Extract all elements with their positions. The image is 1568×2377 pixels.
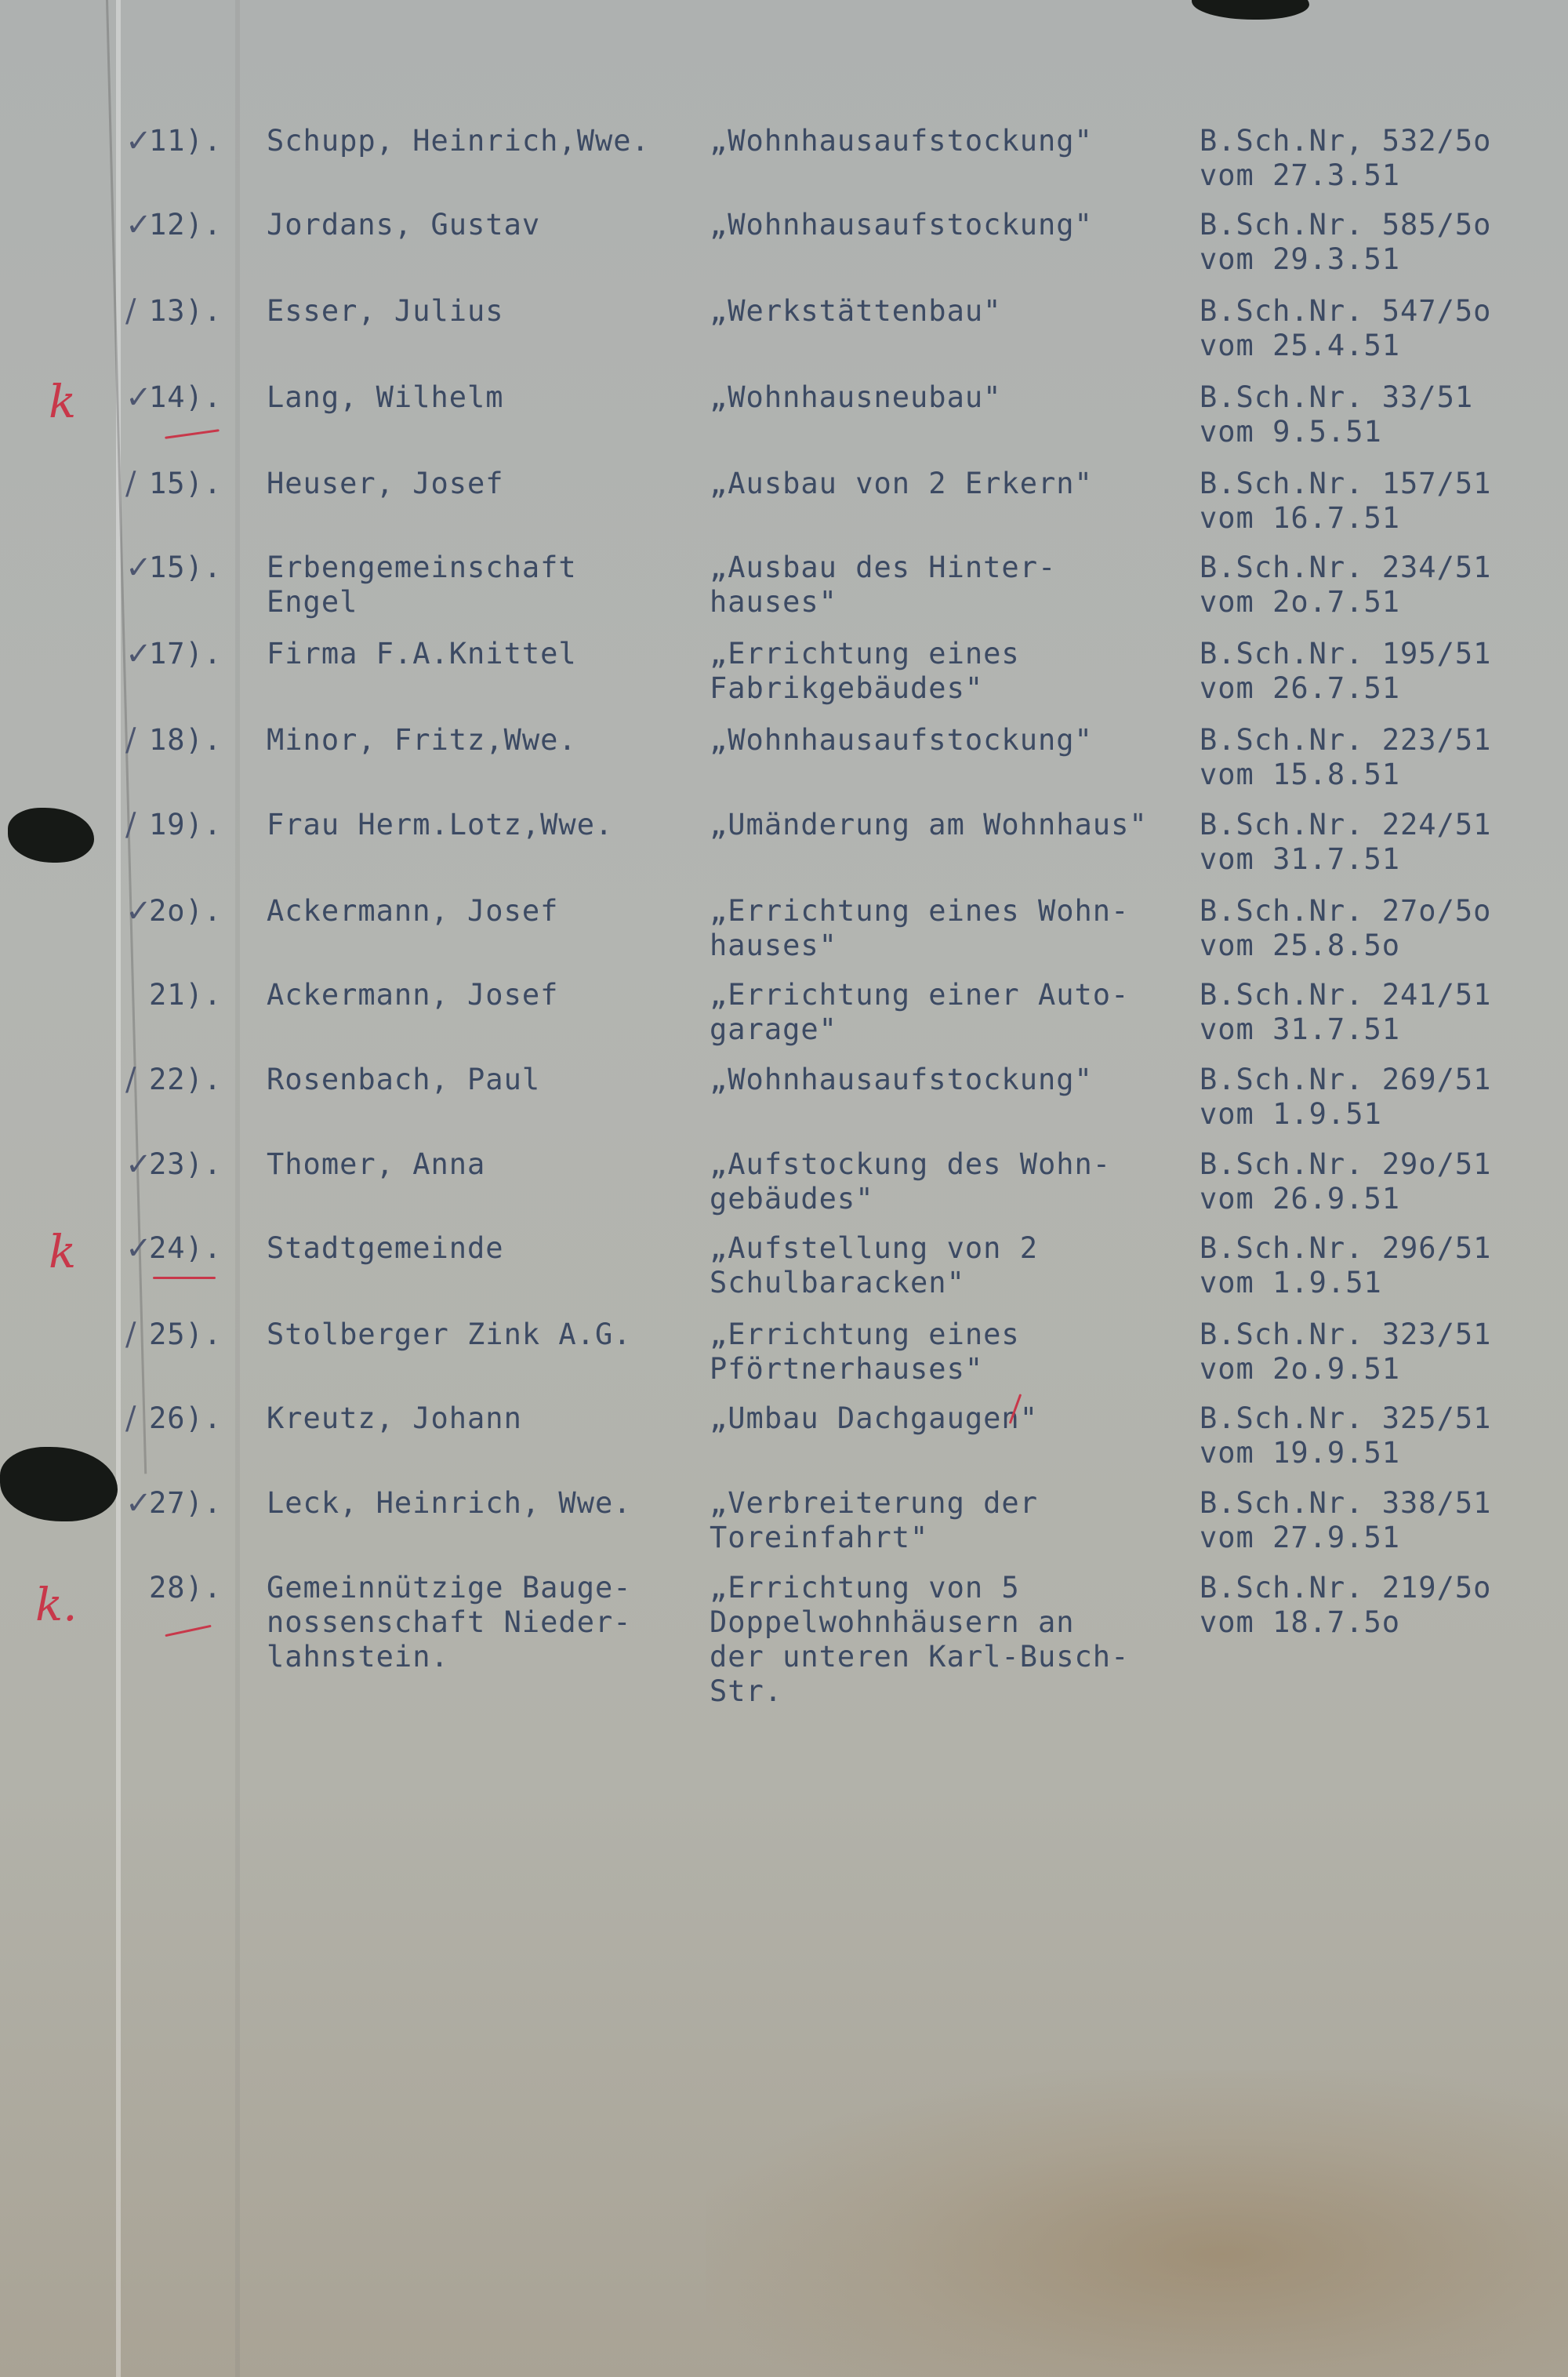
permit-entry	[0, 808, 1568, 886]
entry-number: 23).	[149, 1147, 223, 1181]
permit-reference: B.Sch.Nr. 224/51 vom 31.7.51	[1200, 808, 1492, 876]
check-mark: ✓	[125, 550, 153, 586]
red-underline	[153, 1277, 216, 1279]
project-description: „Wohnhausaufstockung"	[710, 723, 1093, 757]
check-mark: ✓	[125, 207, 153, 243]
permit-reference: B.Sch.Nr. 325/51 vom 19.9.51	[1200, 1401, 1492, 1470]
permit-reference: B.Sch.Nr. 241/51 vom 31.7.51	[1200, 978, 1492, 1046]
project-description: „Wohnhausneubau"	[710, 380, 1002, 414]
entry-number: 26).	[149, 1401, 223, 1435]
entry-number: 2o).	[149, 894, 223, 928]
check-mark: ✓	[125, 893, 153, 929]
applicant-name: Esser, Julius	[267, 294, 504, 328]
entry-number: 19).	[149, 808, 223, 841]
check-mark: /	[125, 1062, 137, 1098]
entry-number: 21).	[149, 978, 223, 1012]
permit-entry	[0, 551, 1568, 629]
applicant-name: Jordans, Gustav	[267, 208, 541, 242]
entry-number: 12).	[149, 208, 223, 242]
permit-entry	[0, 1401, 1568, 1480]
entry-number: 25).	[149, 1318, 223, 1351]
entry-number: 15).	[149, 551, 223, 584]
applicant-name: Stadtgemeinde	[267, 1231, 504, 1265]
red-pencil-mark: k	[49, 1225, 77, 1278]
permit-reference: B.Sch.Nr. 547/5o vom 25.4.51	[1200, 294, 1492, 362]
permit-reference: B.Sch.Nr. 33/51 vom 9.5.51	[1200, 380, 1474, 449]
red-pencil-mark: k.	[35, 1578, 78, 1631]
permit-entry	[0, 208, 1568, 286]
check-mark: /	[125, 1317, 137, 1353]
project-description: „Errichtung eines Wohn- hauses"	[710, 894, 1130, 962]
permit-entry	[0, 124, 1568, 202]
permit-reference: B.Sch.Nr. 338/51 vom 27.9.51	[1200, 1486, 1492, 1554]
project-description: „Werkstättenbau"	[710, 294, 1002, 328]
project-description: „Umbau Dachgaugen"	[710, 1401, 1038, 1435]
permit-reference: B.Sch.Nr. 27o/5o vom 25.8.5o	[1200, 894, 1492, 962]
permit-entry	[0, 1571, 1568, 1708]
applicant-name: Ackermann, Josef	[267, 978, 559, 1012]
permit-entry	[0, 723, 1568, 801]
entry-number: 18).	[149, 723, 223, 757]
project-description: „Umänderung am Wohnhaus"	[710, 808, 1148, 841]
project-description: „Wohnhausaufstockung"	[710, 208, 1093, 242]
permit-reference: B.Sch.Nr. 195/51 vom 26.7.51	[1200, 637, 1492, 705]
project-description: „Errichtung eines Pförtnerhauses"	[710, 1318, 1020, 1386]
permit-reference: B.Sch.Nr. 29o/51 vom 26.9.51	[1200, 1147, 1492, 1216]
applicant-name: Stolberger Zink A.G.	[267, 1318, 632, 1351]
entry-number: 17).	[149, 637, 223, 671]
applicant-name: Heuser, Josef	[267, 467, 504, 500]
permit-entry	[0, 1318, 1568, 1396]
project-description: „Wohnhausaufstockung"	[710, 1063, 1093, 1096]
water-stain	[706, 2070, 1568, 2377]
permit-entry	[0, 467, 1568, 545]
applicant-name: Gemeinnützige Bauge- nossenschaft Nieder- lahnstein.	[267, 1571, 632, 1674]
project-description: „Aufstockung des Wohn- gebäudes"	[710, 1147, 1112, 1216]
check-mark: /	[125, 807, 137, 843]
permit-entry	[0, 637, 1568, 715]
permit-entry	[0, 1231, 1568, 1310]
permit-reference: B.Sch.Nr. 219/5o vom 18.7.5o	[1200, 1571, 1492, 1639]
project-description: „Errichtung von 5 Doppelwohnhäusern an der unteren Karl-Busch-Str.	[710, 1571, 1130, 1708]
permit-entry	[0, 1147, 1568, 1226]
entry-number: 24).	[149, 1231, 223, 1265]
applicant-name: Leck, Heinrich, Wwe.	[267, 1486, 632, 1520]
permit-reference: B.Sch.Nr. 223/51 vom 15.8.51	[1200, 723, 1492, 791]
check-mark: ✓	[125, 1230, 153, 1267]
entry-number: 11).	[149, 124, 223, 158]
project-description: „Errichtung eines Fabrikgebäudes"	[710, 637, 1020, 705]
entry-number: 27).	[149, 1486, 223, 1520]
permit-entry	[0, 894, 1568, 972]
permit-reference: B.Sch.Nr, 532/5o vom 27.3.51	[1200, 124, 1492, 192]
applicant-name: Kreutz, Johann	[267, 1401, 522, 1435]
permit-entry	[0, 1063, 1568, 1141]
permit-reference: B.Sch.Nr. 323/51 vom 2o.9.51	[1200, 1318, 1492, 1386]
applicant-name: Ackermann, Josef	[267, 894, 559, 928]
project-description: „Wohnhausaufstockung"	[710, 124, 1093, 158]
permit-reference: B.Sch.Nr. 269/51 vom 1.9.51	[1200, 1063, 1492, 1131]
project-description: „Aufstellung von 2 Schulbaracken"	[710, 1231, 1038, 1299]
project-description: „Errichtung einer Auto- garage"	[710, 978, 1130, 1046]
applicant-name: Thomer, Anna	[267, 1147, 486, 1181]
check-mark: /	[125, 293, 137, 329]
entry-number: 28).	[149, 1571, 223, 1605]
permit-reference: B.Sch.Nr. 234/51 vom 2o.7.51	[1200, 551, 1492, 619]
project-description: „Ausbau von 2 Erkern"	[710, 467, 1093, 500]
entry-number: 13).	[149, 294, 223, 328]
project-description: „Verbreiterung der Toreinfahrt"	[710, 1486, 1038, 1554]
entry-number: 22).	[149, 1063, 223, 1096]
project-description: „Ausbau des Hinter- hauses"	[710, 551, 1057, 619]
applicant-name: Minor, Fritz,Wwe.	[267, 723, 577, 757]
permit-reference: B.Sch.Nr. 157/51 vom 16.7.51	[1200, 467, 1492, 535]
applicant-name: Erbengemeinschaft Engel	[267, 551, 577, 619]
torn-edge	[1192, 0, 1309, 20]
applicant-name: Firma F.A.Knittel	[267, 637, 577, 671]
check-mark: /	[125, 722, 137, 758]
entry-number: 14).	[149, 380, 223, 414]
permit-entry	[0, 1486, 1568, 1565]
red-pencil-mark: k	[49, 375, 77, 428]
permit-reference: B.Sch.Nr. 296/51 vom 1.9.51	[1200, 1231, 1492, 1299]
check-mark: ✓	[125, 380, 153, 416]
applicant-name: Rosenbach, Paul	[267, 1063, 541, 1096]
permit-entry	[0, 294, 1568, 373]
applicant-name: Frau Herm.Lotz,Wwe.	[267, 808, 614, 841]
check-mark: ✓	[125, 636, 153, 672]
check-mark: /	[125, 466, 137, 502]
check-mark: /	[125, 1401, 137, 1437]
permit-entry	[0, 978, 1568, 1056]
check-mark: ✓	[125, 1147, 153, 1183]
entry-number: 15).	[149, 467, 223, 500]
check-mark: ✓	[125, 1485, 153, 1521]
check-mark: ✓	[125, 123, 153, 159]
applicant-name: Lang, Wilhelm	[267, 380, 504, 414]
permit-reference: B.Sch.Nr. 585/5o vom 29.3.51	[1200, 208, 1492, 276]
applicant-name: Schupp, Heinrich,Wwe.	[267, 124, 650, 158]
permit-entry	[0, 380, 1568, 459]
